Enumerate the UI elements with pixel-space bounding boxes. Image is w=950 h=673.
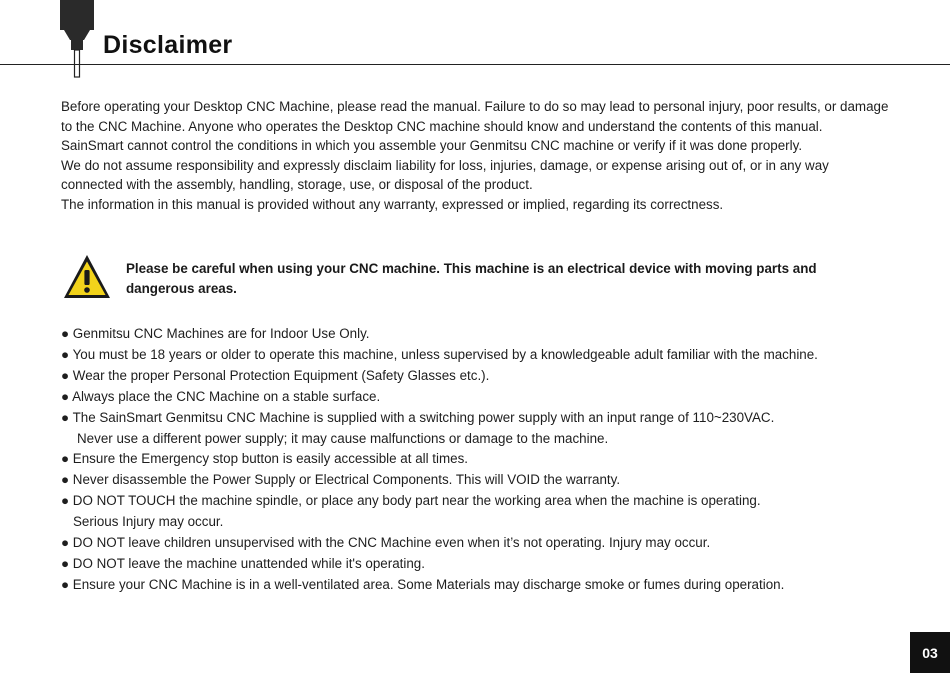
safety-rules-list (61, 324, 911, 596)
intro-section (61, 97, 891, 215)
page-number-badge: 03 (910, 632, 950, 673)
cnc-spindle-icon (58, 0, 98, 80)
intro-paragraph: We do not assume responsibility and expressly disclaim liability for loss, injuries, damage, or expense arising out of, or in any way connected with the assembly, handling, storage, use, or disposal of the product. (61, 157, 829, 193)
list-item: ● Wear the proper Personal Protection Equipment (Safety Glasses etc.). (61, 367, 490, 383)
list-item: ● Ensure the Emergency stop button is easily accessible at all times. (61, 451, 469, 467)
list-item: ● DO NOT leave the machine unattended while it's operating. (61, 555, 425, 571)
page-title: Disclaimer (103, 31, 233, 59)
list-item: ● Always place the CNC Machine on a stable surface. (61, 388, 381, 404)
intro-paragraph: Before operating your Desktop CNC Machine, please read the manual. Failure to do so may lead to personal injury, poor results, or damage to the CNC Machine. Anyone who operates the Desktop CNC machine should know and understand the contents of this manual. (61, 99, 889, 134)
warning-message (126, 259, 886, 299)
warning-triangle-icon (62, 253, 112, 300)
list-item: ● DO NOT TOUCH the machine spindle, or place any body part near the working area when the machine is operating. (61, 493, 761, 509)
intro-paragraph: The information in this manual is provided without any warranty, expressed or implied, regarding its correctness. (61, 196, 724, 212)
list-item-continuation: Never use a different power supply; it may cause malfunctions or damage to the machine. (77, 430, 609, 446)
warning-line: Please be careful when using your CNC machine. This machine is an electrical device with moving parts and (126, 261, 817, 276)
list-item: ● Genmitsu CNC Machines are for Indoor Use Only. (61, 326, 370, 341)
list-item: ● Ensure your CNC Machine is in a well-ventilated area. Some Materials may discharge smoke or fumes during operation. (61, 576, 785, 592)
header-divider (0, 64, 950, 65)
list-item-continuation: Serious Injury may occur. (73, 514, 224, 530)
list-item: ● Never disassemble the Power Supply or Electrical Components. This will VOID the warranty. (61, 472, 621, 488)
list-item: ● DO NOT leave children unsupervised with the CNC Machine even when it’s not operating. Injury may occur. (61, 535, 711, 551)
warning-line: dangerous areas. (126, 280, 237, 296)
list-item: ● You must be 18 years or older to operate this machine, unless supervised by a knowledgeable adult familiar with the machine. (61, 346, 818, 362)
list-item: ● The SainSmart Genmitsu CNC Machine is supplied with a switching power supply with an input range of 110~230VAC. (61, 409, 775, 425)
intro-paragraph: SainSmart cannot control the conditions in which you assemble your Genmitsu CNC machine or verify if it was done properly. (61, 138, 803, 154)
